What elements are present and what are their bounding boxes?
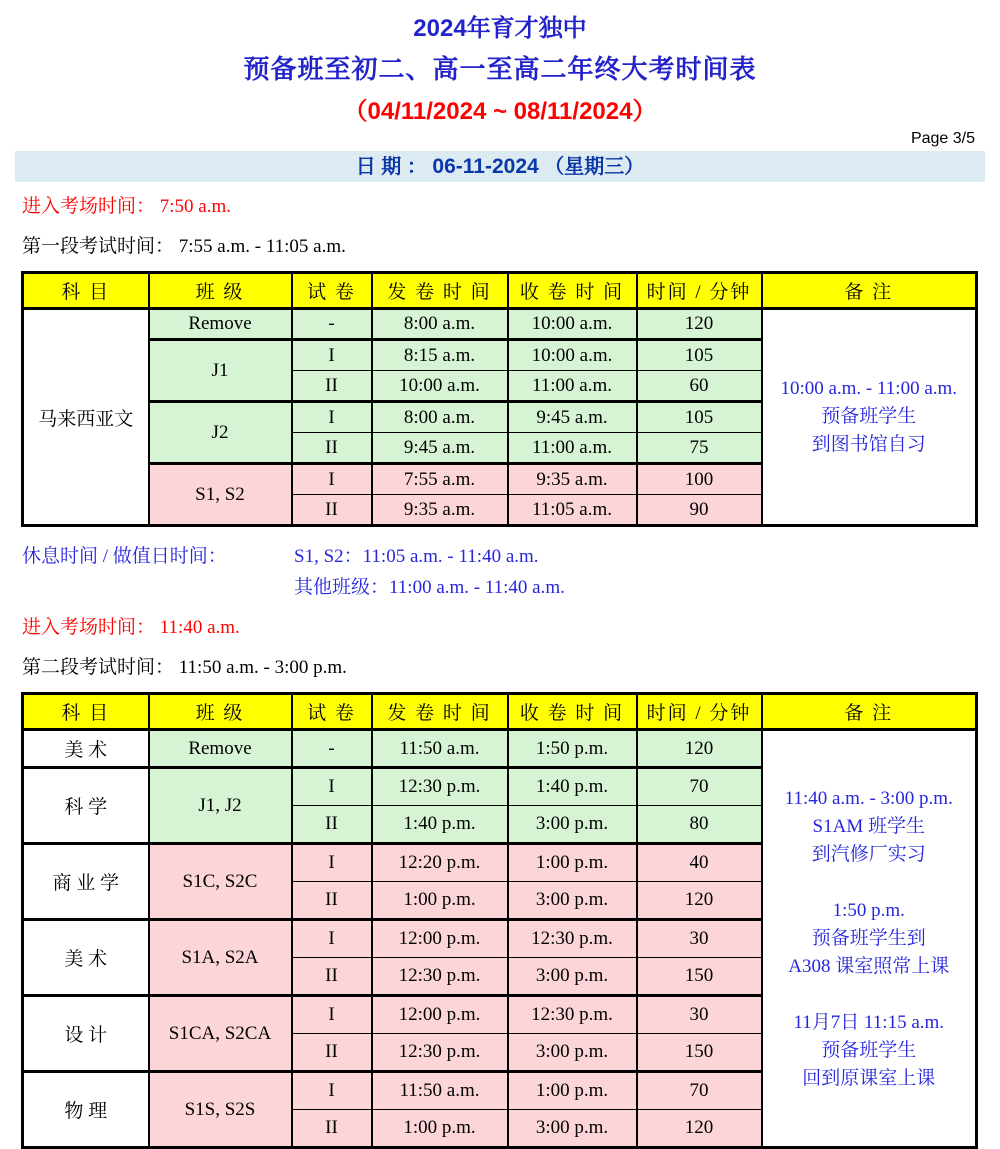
column-header: 时间 / 分钟 (637, 273, 762, 309)
minutes-cell: 90 (637, 495, 762, 526)
minutes-cell: 150 (637, 1034, 762, 1072)
start-time-cell: 11:50 a.m. (372, 730, 508, 768)
minutes-cell: 80 (637, 806, 762, 844)
end-time-cell: 11:00 a.m. (508, 371, 637, 402)
break-time-section (22, 541, 1000, 603)
start-time-cell: 1:40 p.m. (372, 806, 508, 844)
paper-cell: II (292, 1034, 372, 1072)
column-header: 班 级 (149, 273, 292, 309)
table-row (23, 730, 977, 768)
start-time-cell: 12:30 p.m. (372, 1034, 508, 1072)
subject-cell: 物 理 (23, 1072, 149, 1148)
minutes-cell: 100 (637, 464, 762, 495)
start-time-cell: 1:00 p.m. (372, 1110, 508, 1148)
class-cell: S1CA, S2CA (149, 996, 292, 1072)
column-header: 收 卷 时 间 (508, 694, 637, 730)
end-time-cell: 1:00 p.m. (508, 1072, 637, 1110)
column-header: 试 卷 (292, 273, 372, 309)
subject-cell: 美 术 (23, 730, 149, 768)
exam-period-title: 预备班至初二、高一至高二年终大考时间表 (243, 54, 757, 84)
column-header: 备 注 (762, 694, 977, 730)
class-cell: J1 (149, 340, 292, 402)
session1-table-header (23, 273, 977, 309)
table-row (23, 309, 977, 340)
class-cell: S1C, S2C (149, 844, 292, 920)
end-time-cell: 9:35 a.m. (508, 464, 637, 495)
end-time-cell: 12:30 p.m. (508, 920, 637, 958)
date-range: （04/11/2024 ~ 08/11/2024） (343, 98, 657, 125)
start-time-cell: 9:35 a.m. (372, 495, 508, 526)
session1-entry-time-line (22, 191, 1000, 218)
end-time-cell: 1:00 p.m. (508, 844, 637, 882)
session1-entry-time: 7:50 a.m. (159, 196, 232, 217)
minutes-cell: 120 (637, 1110, 762, 1148)
end-time-cell: 11:05 a.m. (508, 495, 637, 526)
end-time-cell: 11:00 a.m. (508, 433, 637, 464)
class-cell: S1, S2 (149, 464, 292, 526)
end-time-cell: 3:00 p.m. (508, 958, 637, 996)
break-time-s1s2: S1, S2：11:05 a.m. - 11:40 a.m. (294, 546, 539, 567)
end-time-cell: 12:30 p.m. (508, 996, 637, 1034)
end-time-cell: 10:00 a.m. (508, 340, 637, 371)
class-cell: S1A, S2A (149, 920, 292, 996)
start-time-cell: 9:45 a.m. (372, 433, 508, 464)
column-header: 班 级 (149, 694, 292, 730)
end-time-cell: 10:00 a.m. (508, 309, 637, 340)
minutes-cell: 60 (637, 371, 762, 402)
session1-exam-label: 第一段考试时间： (22, 236, 175, 257)
break-time-others: 其他班级：11:00 a.m. - 11:40 a.m. (294, 577, 565, 598)
column-header: 科 目 (23, 694, 149, 730)
start-time-cell: 12:00 p.m. (372, 996, 508, 1034)
start-time-cell: 8:00 a.m. (372, 402, 508, 433)
paper-cell: I (292, 844, 372, 882)
start-time-cell: 10:00 a.m. (372, 371, 508, 402)
session2-exam-time-line (22, 652, 1000, 679)
session1-exam-table (21, 271, 978, 527)
subject-cell: 美 术 (23, 920, 149, 996)
subject-cell: 商 业 学 (23, 844, 149, 920)
end-time-cell: 1:50 p.m. (508, 730, 637, 768)
class-cell: S1S, S2S (149, 1072, 292, 1148)
class-cell: J1, J2 (149, 768, 292, 844)
paper-cell: - (292, 309, 372, 340)
date-bar (15, 151, 985, 182)
class-cell: J2 (149, 402, 292, 464)
paper-cell: - (292, 730, 372, 768)
start-time-cell: 12:20 p.m. (372, 844, 508, 882)
school-title: 2024年育才独中 (413, 15, 587, 42)
minutes-cell: 70 (637, 1072, 762, 1110)
subject-cell: 科 学 (23, 768, 149, 844)
minutes-cell: 30 (637, 920, 762, 958)
column-header: 发 卷 时 间 (372, 273, 508, 309)
start-time-cell: 12:00 p.m. (372, 920, 508, 958)
minutes-cell: 30 (637, 996, 762, 1034)
session2-table-header (23, 694, 977, 730)
session1-entry-label: 进入考场时间： (22, 196, 156, 217)
end-time-cell: 9:45 a.m. (508, 402, 637, 433)
subject-cell: 设 计 (23, 996, 149, 1072)
start-time-cell: 8:00 a.m. (372, 309, 508, 340)
paper-cell: II (292, 371, 372, 402)
minutes-cell: 75 (637, 433, 762, 464)
notes-cell: 11:40 a.m. - 3:00 p.m. S1AM 班学生 到汽修厂实习 1:50 p.m. 预备班学生到 A308 课室照常上课 11月7日 11:15 a.m. 预备班学生 回到原课室上课 (762, 730, 977, 1148)
paper-cell: II (292, 958, 372, 996)
session2-exam-table (21, 692, 978, 1149)
end-time-cell: 3:00 p.m. (508, 806, 637, 844)
end-time-cell: 3:00 p.m. (508, 1110, 637, 1148)
paper-cell: II (292, 495, 372, 526)
start-time-cell: 8:15 a.m. (372, 340, 508, 371)
minutes-cell: 120 (637, 882, 762, 920)
paper-cell: I (292, 464, 372, 495)
session2-exam-time: 11:50 a.m. - 3:00 p.m. (178, 657, 347, 678)
minutes-cell: 105 (637, 402, 762, 433)
start-time-cell: 12:30 p.m. (372, 768, 508, 806)
paper-cell: II (292, 882, 372, 920)
paper-cell: I (292, 920, 372, 958)
paper-cell: I (292, 340, 372, 371)
exam-timetable-page (0, 8, 1000, 1138)
class-cell: Remove (149, 730, 292, 768)
minutes-cell: 70 (637, 768, 762, 806)
end-time-cell: 1:40 p.m. (508, 768, 637, 806)
session1-exam-time-line (22, 231, 1000, 258)
paper-cell: I (292, 768, 372, 806)
column-header: 备 注 (762, 273, 977, 309)
paper-cell: II (292, 433, 372, 464)
minutes-cell: 105 (637, 340, 762, 371)
end-time-cell: 3:00 p.m. (508, 1034, 637, 1072)
start-time-cell: 12:30 p.m. (372, 958, 508, 996)
column-header: 发 卷 时 间 (372, 694, 508, 730)
start-time-cell: 1:00 p.m. (372, 882, 508, 920)
paper-cell: II (292, 1110, 372, 1148)
start-time-cell: 7:55 a.m. (372, 464, 508, 495)
session1-exam-time: 7:55 a.m. - 11:05 a.m. (178, 236, 346, 257)
start-time-cell: 11:50 a.m. (372, 1072, 508, 1110)
minutes-cell: 150 (637, 958, 762, 996)
session2-entry-label: 进入考场时间： (22, 617, 156, 638)
paper-cell: I (292, 1072, 372, 1110)
paper-cell: II (292, 806, 372, 844)
column-header: 科 目 (23, 273, 149, 309)
minutes-cell: 120 (637, 309, 762, 340)
end-time-cell: 3:00 p.m. (508, 882, 637, 920)
minutes-cell: 120 (637, 730, 762, 768)
subject-cell: 马来西亚文 (23, 309, 149, 526)
date-value: 06-11-2024 (432, 155, 539, 178)
date-weekday: （星期三） (544, 156, 645, 178)
break-label: 休息时间 / 做值日时间： (22, 546, 227, 567)
session2-entry-time: 11:40 a.m. (159, 617, 240, 638)
column-header: 收 卷 时 间 (508, 273, 637, 309)
column-header: 试 卷 (292, 694, 372, 730)
session2-exam-label: 第二段考试时间： (22, 657, 175, 678)
column-header: 时间 / 分钟 (637, 694, 762, 730)
session2-entry-time-line (22, 612, 1000, 639)
date-label: 日 期 ： (355, 156, 427, 178)
page-indicator: Page 3/5 (910, 130, 975, 147)
paper-cell: I (292, 996, 372, 1034)
notes-cell: 10:00 a.m. - 11:00 a.m. 预备班学生 到图书馆自习 (762, 309, 977, 526)
paper-cell: I (292, 402, 372, 433)
minutes-cell: 40 (637, 844, 762, 882)
class-cell: Remove (149, 309, 292, 340)
